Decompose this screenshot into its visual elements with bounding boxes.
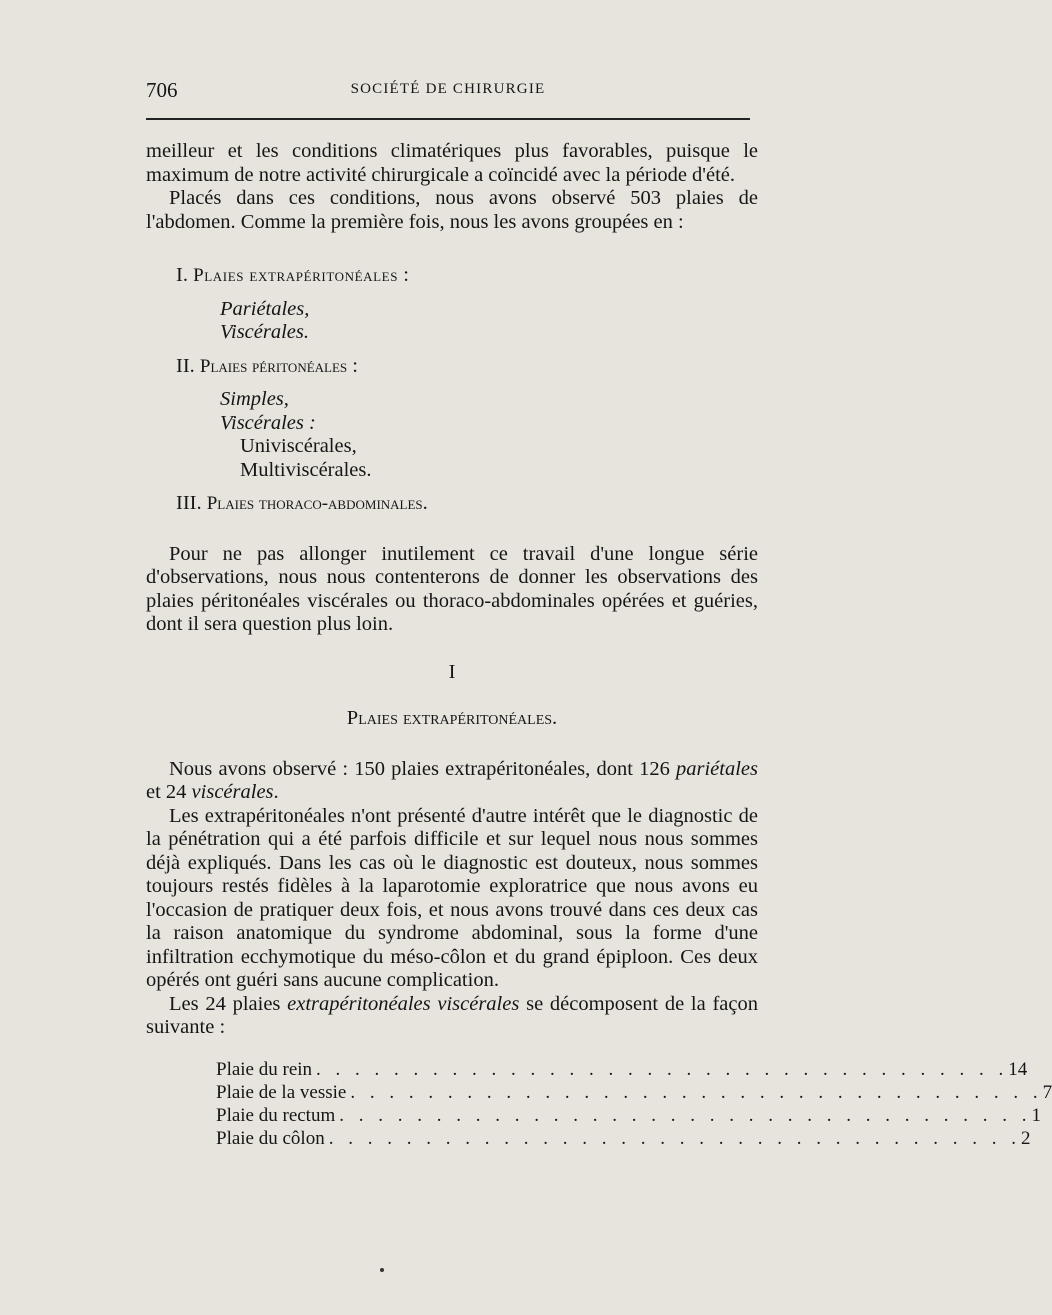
leader-dots: . . . . . . . . . . . . . . . . . . . . . . . . . . . . . . . . . . . . [328,1127,1021,1149]
section-paragraph-1: Nous avons observé : 150 plaies extrapéritonéales, dont 126 pariétales et 24 viscérales. [146,757,758,803]
group-3-title: Plaies thoraco-abdominales [206,493,423,514]
group-1-title: Plaies extrapéritonéales [193,265,399,286]
row-label: Plaie du côlon [216,1127,325,1149]
table-row [216,1081,1052,1104]
group-2-item-2: Viscérales : [220,411,316,434]
wound-table [216,1058,1052,1150]
group-2-item-1: Simples, [220,388,289,410]
section-title: Plaies extrapéritonéales. [346,707,558,729]
section-number: I [448,660,456,683]
row-value: 7 [1042,1081,1052,1103]
row-label: Plaie de la vessie [216,1081,347,1103]
group-1-item-2: Viscérales. [220,321,309,343]
row-value: 14 [1008,1058,1028,1080]
ink-mark [380,1268,384,1272]
group-1-item-1: Pariétales, [220,297,310,320]
leader-dots: . . . . . . . . . . . . . . . . . . . . . . . . . . . . . . . . . . . . [339,1104,1032,1126]
row-value: 1 [1031,1104,1041,1126]
table-row [216,1104,1041,1127]
group-2-title: Plaies péritonéales [199,355,348,377]
header-rule [146,118,750,120]
group-2-heading: II. Plaies péritonéales : [176,354,358,377]
intro-paragraph-2: Placés dans ces conditions, nous avons observé 503 plaies de l'abdomen. Comme la première fois, nous les avons groupées en : [146,187,758,233]
page-number: 706 [146,78,178,102]
running-header [146,78,750,104]
page-body [146,140,1052,1150]
leader-dots: . . . . . . . . . . . . . . . . . . . . . . . . . . . . . . . . . . . . [316,1058,1009,1080]
table-row [216,1127,1031,1150]
classification-list [176,264,758,516]
group-3-heading: III. Plaies thoraco-abdominales. [176,492,428,514]
section-paragraph-3: Les 24 plaies extrapéritonéales viscérales se décomposent de la façon suivante : [146,992,758,1038]
paragraph-after-list: Pour ne pas allonger inutilement ce travail d'une longue série d'observations, nous nous contenterons de donner les observations des plaies péritonéales viscérales ou thoraco-abdominales opérées et guéries, dont il sera question plus loin. [146,542,758,635]
leader-dots: . . . . . . . . . . . . . . . . . . . . . . . . . . . . . . . . . . . . [350,1081,1043,1103]
group-1-heading: I. Plaies extrapéritonéales : [176,264,409,286]
table-row [216,1058,1028,1081]
row-label: Plaie du rectum [216,1104,336,1126]
section-paragraph-2: Les extrapéritonéales n'ont présenté d'autre intérêt que le diagnostic de la pénétration qui a été parfois difficile et sur lequel nous nous sommes déjà expliqués. Dans les cas où le diagnostic est douteux, nous sommes toujours restés fidèles à la laparotomie exploratrice que nous avons eu l'occasion de pratiquer deux fois, et nous avons trouvé dans ces deux cas la raison anatomique du syndrome abdominal, sous la forme d'une infiltration ecchymotique du méso-côlon et du grand épiploon. Ces deux opérés ont guéri sans aucune complication. [146,804,758,991]
group-2-subitem-1: Univiscérales, [240,435,357,457]
row-value: 2 [1020,1127,1031,1149]
row-label: Plaie du rein [216,1058,313,1080]
running-title: SOCIÉTÉ DE CHIRURGIE [350,81,546,97]
group-2-subitem-2: Multiviscérales. [240,458,372,481]
intro-paragraph-1: meilleur et les conditions climatériques plus favorables, puisque le maximum de notre activité chirurgicale a coïncidé avec la période d'été. [146,140,758,186]
